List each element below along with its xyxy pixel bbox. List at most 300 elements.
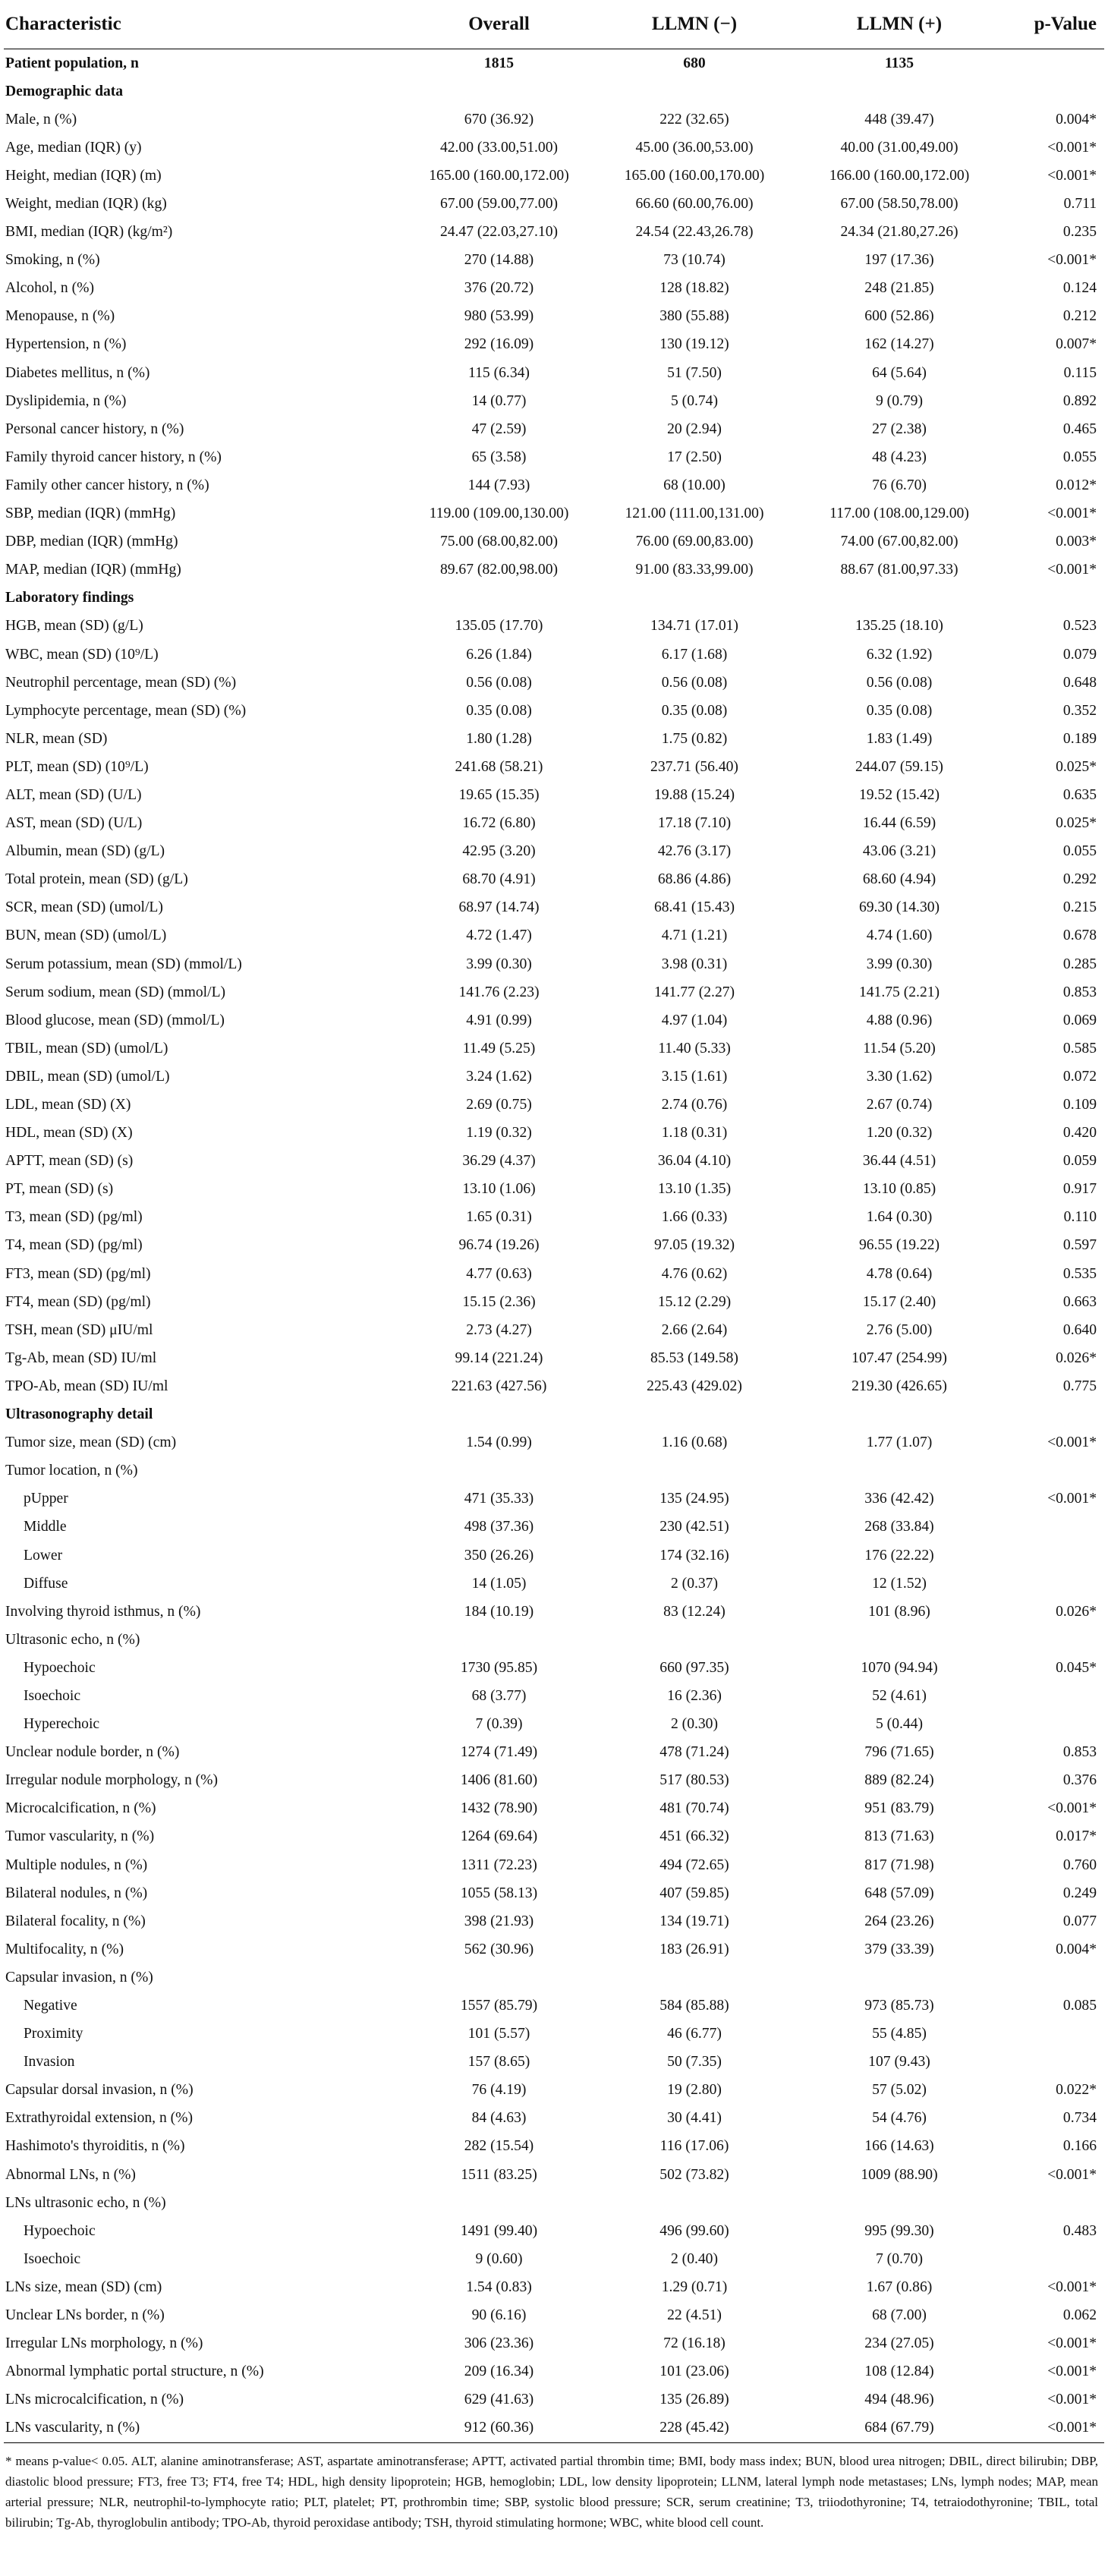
table-header bbox=[4, 0, 1104, 49]
row-label: Diffuse bbox=[24, 1575, 68, 1592]
cell-llmn-positive: 494 (48.96) bbox=[864, 2392, 934, 2408]
cell-overall bbox=[406, 2189, 592, 2217]
cell-llmn-positive: 1009 (88.90) bbox=[861, 2166, 938, 2183]
cell-llmn-positive: 162 (14.27) bbox=[864, 336, 934, 353]
row-label: Age, median (IQR) (y) bbox=[5, 139, 142, 156]
cell-llmn-negative: 45.00 (36.00,53.00) bbox=[635, 139, 754, 156]
table-row bbox=[4, 1148, 1104, 1176]
cell-p-value: 0.189 bbox=[1062, 730, 1097, 747]
cell-llmn-positive bbox=[797, 2189, 1002, 2217]
cell-p-value: 0.025* bbox=[1056, 815, 1097, 832]
row-label: T3, mean (SD) (pg/ml) bbox=[5, 1209, 143, 1226]
cell-p-value bbox=[1002, 1570, 1104, 1598]
table-row bbox=[4, 866, 1104, 894]
cell-llmn-positive: 7 (0.70) bbox=[875, 2250, 924, 2267]
row-label: AST, mean (SD) (U/L) bbox=[5, 815, 143, 832]
cell-llmn-positive: 166 (14.63) bbox=[864, 2138, 934, 2155]
table-row bbox=[4, 331, 1104, 359]
cell-overall: 1.65 (0.31) bbox=[466, 1209, 532, 1226]
section-heading: Laboratory findings bbox=[5, 590, 134, 606]
cell-p-value: 0.079 bbox=[1062, 646, 1097, 663]
cell-p-value: <0.001* bbox=[1047, 1434, 1097, 1451]
row-label: TBIL, mean (SD) (umol/L) bbox=[5, 1040, 168, 1057]
cell-llmn-positive: 12 (1.52) bbox=[872, 1575, 927, 1592]
cell-overall: 3.99 (0.30) bbox=[466, 956, 532, 972]
table-row bbox=[4, 1429, 1104, 1457]
table-row bbox=[4, 2161, 1104, 2189]
cell-p-value: <0.001* bbox=[1047, 1800, 1097, 1817]
cell-llmn-negative: 19 (2.80) bbox=[667, 2082, 722, 2099]
cell-llmn-positive bbox=[797, 1626, 1002, 1654]
row-label: Serum sodium, mean (SD) (mmol/L) bbox=[5, 984, 226, 1000]
table-row bbox=[4, 2217, 1104, 2245]
cell-overall: 68.70 (4.91) bbox=[462, 871, 536, 888]
cell-p-value: 0.212 bbox=[1062, 308, 1097, 325]
cell-llmn-positive: 69.30 (14.30) bbox=[858, 899, 940, 916]
cell-llmn-negative: 141.77 (2.27) bbox=[653, 984, 735, 1000]
cell-overall: 4.91 (0.99) bbox=[466, 1012, 532, 1028]
cell-p-value: 0.523 bbox=[1062, 618, 1097, 635]
characteristics-table bbox=[4, 0, 1104, 2443]
row-label: Height, median (IQR) (m) bbox=[5, 167, 162, 184]
cell-llmn-negative: 174 (32.16) bbox=[659, 1547, 729, 1564]
cell-llmn-negative: 407 (59.85) bbox=[659, 1885, 729, 1901]
cell-p-value: 0.483 bbox=[1062, 2222, 1097, 2239]
cell-p-value bbox=[1002, 1457, 1104, 1485]
cell-p-value: <0.001* bbox=[1047, 252, 1097, 269]
cell-llmn-positive: 248 (21.85) bbox=[864, 280, 934, 297]
cell-p-value: 0.124 bbox=[1062, 280, 1097, 297]
cell-llmn-negative: 17 (2.50) bbox=[667, 449, 722, 465]
table-row bbox=[4, 838, 1104, 866]
cell-p-value bbox=[1002, 2020, 1104, 2049]
cell-llmn-negative: 97.05 (19.32) bbox=[653, 1237, 735, 1254]
cell-p-value bbox=[1002, 1513, 1104, 1542]
cell-p-value: 0.917 bbox=[1062, 1181, 1097, 1198]
cell-overall bbox=[406, 1457, 592, 1485]
row-label: Bilateral focality, n (%) bbox=[5, 1913, 146, 1929]
section-heading: Ultrasonography detail bbox=[5, 1406, 153, 1423]
table-row bbox=[4, 1204, 1104, 1232]
cell-llmn-positive: 101 (8.96) bbox=[868, 1603, 930, 1620]
cell-overall: 157 (8.65) bbox=[467, 2054, 530, 2071]
table-row bbox=[4, 1316, 1104, 1344]
cell-llmn-negative: 494 (72.65) bbox=[659, 1856, 729, 1873]
cell-llmn-negative: 2 (0.37) bbox=[670, 1575, 719, 1592]
cell-llmn-negative: 6.17 (1.68) bbox=[661, 646, 728, 663]
row-label: Tg-Ab, mean (SD) IU/ml bbox=[5, 1349, 157, 1366]
cell-llmn-negative: 478 (71.24) bbox=[659, 1744, 729, 1761]
cell-llmn-negative: 4.97 (1.04) bbox=[661, 1012, 728, 1028]
cell-llmn-negative: 135 (24.95) bbox=[659, 1491, 729, 1507]
cell-overall: 144 (7.93) bbox=[467, 477, 530, 493]
cell-overall: 1311 (72.23) bbox=[461, 1856, 537, 1873]
cell-overall: 2.73 (4.27) bbox=[466, 1321, 532, 1338]
cell-llmn-negative: 24.54 (22.43,26.78) bbox=[635, 224, 754, 241]
cell-overall: 14 (1.05) bbox=[471, 1575, 527, 1592]
table-row bbox=[4, 105, 1104, 134]
cell-llmn-positive: 3.99 (0.30) bbox=[866, 956, 933, 972]
table-row bbox=[4, 2414, 1104, 2443]
table-row bbox=[4, 2105, 1104, 2133]
cell-llmn-positive: 995 (99.30) bbox=[864, 2222, 934, 2239]
cell-p-value: 0.012* bbox=[1056, 477, 1097, 493]
row-label: Isoechoic bbox=[24, 2250, 81, 2267]
cell-llmn-negative: 121.00 (111.00,131.00) bbox=[625, 505, 764, 522]
row-label: Bilateral nodules, n (%) bbox=[5, 1885, 148, 1901]
row-label: APTT, mean (SD) (s) bbox=[5, 1153, 134, 1170]
row-label: Lower bbox=[24, 1547, 63, 1564]
row-label: Unclear LNs border, n (%) bbox=[5, 2307, 165, 2324]
row-label: Middle bbox=[24, 1519, 67, 1535]
cell-llmn-positive: 176 (22.22) bbox=[864, 1547, 934, 1564]
cell-llmn-positive: 19.52 (15.42) bbox=[858, 786, 940, 803]
table-row bbox=[4, 1288, 1104, 1316]
cell-llmn-positive: 117.00 (108.00,129.00) bbox=[829, 505, 969, 522]
cell-overall: 350 (26.26) bbox=[464, 1547, 534, 1564]
row-label: PT, mean (SD) (s) bbox=[5, 1181, 114, 1198]
table-row bbox=[4, 1711, 1104, 1739]
row-label: LNs size, mean (SD) (cm) bbox=[5, 2278, 162, 2295]
table-row bbox=[4, 162, 1104, 190]
row-label: Male, n (%) bbox=[5, 111, 77, 128]
cell-p-value: 0.420 bbox=[1062, 1125, 1097, 1142]
table-footnote: * means p-value< 0.05. ALT, alanine aminotransferase; AST, aspartate aminotransferase; APTT, activated partial thrombin time; BMI, body mass index; BUN, blood urea nitrogen; DBIL, direct bilirubin; DBP, diastolic blood pressure; FT3, free T3; FT4, free T4; HDL, high density lipoprotein; HGB, hemoglobin; LDL, low density lipoprotein; LLNM, lateral lymph node metastases; LNs, lymph nodes; MAP, mean arterial pressure; NLR, neutrophil-to-lymphocyte ratio; PLT, platelet; PT, prothrombin time; SBP, systolic blood pressure; SCR, serum creatinine; T3, triiodothyronine; T4, tetraiodothyronine; TBIL, total bilirubin; Tg-Ab, thyroglobulin antibody; TPO-Ab, thyroid peroxidase antibody; TSH, thyroid stimulating hormone; WBC, white blood cell count. bbox=[5, 2453, 1098, 2530]
cell-p-value: 0.648 bbox=[1062, 674, 1097, 691]
row-label: Tumor location, n (%) bbox=[5, 1463, 138, 1479]
table-row bbox=[4, 1654, 1104, 1682]
cell-p-value: 0.022* bbox=[1056, 2082, 1097, 2099]
row-label: HDL, mean (SD) (X) bbox=[5, 1125, 133, 1142]
cell-p-value: 0.007* bbox=[1056, 336, 1097, 353]
cell-llmn-positive: 813 (71.63) bbox=[864, 1828, 934, 1845]
cell-overall: 141.76 (2.23) bbox=[458, 984, 540, 1000]
cell-overall: 15.15 (2.36) bbox=[462, 1293, 536, 1310]
table-row bbox=[4, 1513, 1104, 1542]
population-overall: 1815 bbox=[483, 55, 515, 71]
cell-llmn-positive: 379 (33.39) bbox=[864, 1941, 934, 1957]
cell-llmn-negative: 91.00 (83.33,99.00) bbox=[635, 562, 754, 578]
cell-p-value: 0.077 bbox=[1062, 1913, 1097, 1929]
cell-overall: 115 (6.34) bbox=[468, 364, 530, 381]
row-label: Tumor vascularity, n (%) bbox=[5, 1828, 155, 1845]
table-row bbox=[4, 1767, 1104, 1795]
row-label: Personal cancer history, n (%) bbox=[5, 420, 184, 437]
cell-llmn-negative: 165.00 (160.00,170.00) bbox=[624, 167, 765, 184]
population-llmn-negative: 680 bbox=[683, 55, 706, 71]
cell-llmn-positive: 4.74 (1.60) bbox=[866, 927, 933, 944]
table-row bbox=[4, 1682, 1104, 1710]
cell-p-value bbox=[1002, 2049, 1104, 2077]
cell-llmn-negative: 134 (19.71) bbox=[659, 1913, 729, 1929]
cell-llmn-positive: 2.76 (5.00) bbox=[866, 1321, 933, 1338]
cell-llmn-positive: 951 (83.79) bbox=[864, 1800, 934, 1817]
table-row bbox=[4, 1879, 1104, 1907]
cell-p-value: 0.711 bbox=[1063, 196, 1097, 213]
cell-llmn-negative bbox=[592, 1457, 797, 1485]
cell-llmn-positive: 16.44 (6.59) bbox=[862, 815, 936, 832]
cell-p-value: 0.003* bbox=[1056, 534, 1097, 550]
cell-llmn-positive: 74.00 (67.00,82.00) bbox=[840, 534, 958, 550]
cell-llmn-positive: 1.64 (0.30) bbox=[866, 1209, 933, 1226]
row-label: BMI, median (IQR) (kg/m²) bbox=[5, 224, 173, 241]
cell-overall: 84 (4.63) bbox=[471, 2110, 527, 2127]
cell-overall: 90 (6.16) bbox=[471, 2307, 527, 2324]
cell-overall: 1.19 (0.32) bbox=[466, 1125, 532, 1142]
row-label: Weight, median (IQR) (kg) bbox=[5, 196, 167, 213]
table-row bbox=[4, 978, 1104, 1006]
cell-llmn-positive: 1.77 (1.07) bbox=[866, 1434, 933, 1451]
cell-llmn-positive: 684 (67.79) bbox=[797, 2414, 1002, 2443]
row-label: ALT, mean (SD) (U/L) bbox=[5, 786, 142, 803]
table-row bbox=[4, 1091, 1104, 1119]
cell-llmn-negative: 68 (10.00) bbox=[663, 477, 726, 493]
cell-p-value: 0.085 bbox=[1062, 1998, 1097, 2014]
cell-overall: 471 (35.33) bbox=[464, 1491, 534, 1507]
cell-overall: 0.35 (0.08) bbox=[466, 702, 532, 719]
cell-overall: 498 (37.36) bbox=[464, 1519, 534, 1535]
cell-llmn-positive: 817 (71.98) bbox=[864, 1856, 934, 1873]
cell-overall: 184 (10.19) bbox=[464, 1603, 534, 1620]
row-label: SBP, median (IQR) (mmHg) bbox=[5, 505, 176, 522]
cell-llmn-negative: 2.66 (2.64) bbox=[661, 1321, 728, 1338]
cell-p-value: 0.115 bbox=[1063, 364, 1097, 381]
table-row bbox=[4, 415, 1104, 443]
table-row bbox=[4, 1598, 1104, 1626]
cell-llmn-negative: 183 (26.91) bbox=[659, 1941, 729, 1957]
row-label: Capsular invasion, n (%) bbox=[5, 1969, 153, 1986]
cell-p-value bbox=[1002, 1963, 1104, 1992]
table-row bbox=[4, 950, 1104, 978]
cell-p-value: 0.585 bbox=[1062, 1040, 1097, 1057]
cell-overall: 24.47 (22.03,27.10) bbox=[439, 224, 559, 241]
row-label: Abnormal lymphatic portal structure, n (%) bbox=[5, 2363, 264, 2380]
cell-llmn-negative: 22 (4.51) bbox=[667, 2307, 722, 2324]
table-row bbox=[4, 1232, 1104, 1260]
cell-overall: 165.00 (160.00,172.00) bbox=[429, 167, 569, 184]
cell-llmn-positive: 1070 (94.94) bbox=[861, 1659, 938, 1676]
row-label: DBIL, mean (SD) (umol/L) bbox=[5, 1068, 170, 1085]
cell-llmn-negative: 85.53 (149.58) bbox=[650, 1349, 738, 1366]
cell-llmn-positive: 27 (2.38) bbox=[872, 420, 927, 437]
cell-p-value: 0.055 bbox=[1062, 449, 1097, 465]
cell-overall: 89.67 (82.00,98.00) bbox=[439, 562, 559, 578]
cell-overall: 7 (0.39) bbox=[475, 1716, 523, 1733]
cell-p-value: 0.004* bbox=[1056, 1941, 1097, 1957]
cell-p-value: 0.597 bbox=[1062, 1237, 1097, 1254]
cell-llmn-positive: 244.07 (59.15) bbox=[855, 758, 943, 775]
table-row bbox=[4, 810, 1104, 838]
cell-llmn-positive: 68 (7.00) bbox=[872, 2307, 927, 2324]
cell-overall: 670 (36.92) bbox=[464, 111, 534, 128]
row-label: TPO-Ab, mean (SD) IU/ml bbox=[5, 1378, 168, 1394]
cell-llmn-positive: 197 (17.36) bbox=[864, 252, 934, 269]
cell-llmn-negative: 1.66 (0.33) bbox=[661, 1209, 728, 1226]
cell-llmn-negative: 15.12 (2.29) bbox=[657, 1293, 732, 1310]
table-row bbox=[4, 275, 1104, 303]
cell-llmn-positive: 68.60 (4.94) bbox=[862, 871, 936, 888]
cell-overall: 0.56 (0.08) bbox=[466, 674, 532, 691]
table-row bbox=[4, 2077, 1104, 2105]
cell-p-value: 0.535 bbox=[1062, 1265, 1097, 1282]
cell-llmn-negative: 228 (45.42) bbox=[592, 2414, 797, 2443]
row-label: pUpper bbox=[24, 1491, 68, 1507]
cell-llmn-positive: 5 (0.44) bbox=[875, 1716, 924, 1733]
cell-overall: 47 (2.59) bbox=[471, 420, 527, 437]
cell-llmn-negative: 237.71 (56.40) bbox=[650, 758, 738, 775]
cell-llmn-negative: 2.74 (0.76) bbox=[661, 1097, 728, 1113]
cell-llmn-negative: 11.40 (5.33) bbox=[658, 1040, 731, 1057]
row-label: Isoechoic bbox=[24, 1687, 81, 1704]
table-row bbox=[4, 471, 1104, 499]
cell-p-value: 0.017* bbox=[1056, 1828, 1097, 1845]
cell-llmn-negative: 4.76 (0.62) bbox=[661, 1265, 728, 1282]
cell-llmn-positive bbox=[797, 1457, 1002, 1485]
cell-overall: 1406 (81.60) bbox=[460, 1772, 538, 1789]
cell-p-value: 0.215 bbox=[1062, 899, 1097, 916]
cell-llmn-negative: 73 (10.74) bbox=[663, 252, 726, 269]
cell-llmn-positive: 88.67 (81.00,97.33) bbox=[840, 562, 958, 578]
cell-llmn-positive: 6.32 (1.92) bbox=[866, 646, 933, 663]
cell-p-value: 0.004* bbox=[1056, 111, 1097, 128]
cell-p-value: 0.055 bbox=[1062, 843, 1097, 860]
cell-p-value bbox=[1002, 2189, 1104, 2217]
row-label: Neutrophil percentage, mean (SD) (%) bbox=[5, 674, 237, 691]
table-row bbox=[4, 1485, 1104, 1513]
cell-llmn-positive: 268 (33.84) bbox=[864, 1519, 934, 1535]
table-row bbox=[4, 556, 1104, 584]
table-row bbox=[4, 1542, 1104, 1570]
row-label: Family thyroid cancer history, n (%) bbox=[5, 449, 222, 465]
cell-llmn-positive: 448 (39.47) bbox=[864, 111, 934, 128]
cell-p-value: 0.072 bbox=[1062, 1068, 1097, 1085]
table-row bbox=[4, 1034, 1104, 1063]
cell-llmn-negative: 68.41 (15.43) bbox=[653, 899, 735, 916]
cell-llmn-positive bbox=[797, 1963, 1002, 1992]
cell-p-value: 0.663 bbox=[1062, 1293, 1097, 1310]
cell-llmn-positive: 336 (42.42) bbox=[864, 1491, 934, 1507]
table-row bbox=[4, 134, 1104, 162]
cell-llmn-positive: 108 (12.84) bbox=[864, 2363, 934, 2380]
row-label: Ultrasonic echo, n (%) bbox=[5, 1631, 140, 1648]
table-row bbox=[4, 219, 1104, 247]
cell-llmn-positive: 13.10 (0.85) bbox=[862, 1181, 936, 1198]
cell-overall: 1264 (69.64) bbox=[460, 1828, 538, 1845]
row-label: BUN, mean (SD) (umol/L) bbox=[5, 927, 167, 944]
row-label: Dyslipidemia, n (%) bbox=[5, 392, 127, 409]
cell-llmn-positive: 96.55 (19.22) bbox=[858, 1237, 940, 1254]
cell-overall: 96.74 (19.26) bbox=[458, 1237, 540, 1254]
cell-llmn-positive: 166.00 (160.00,172.00) bbox=[829, 167, 970, 184]
table-row bbox=[4, 1907, 1104, 1935]
cell-llmn-positive: 67.00 (58.50,78.00) bbox=[840, 196, 958, 213]
table-row bbox=[4, 2020, 1104, 2049]
table-row bbox=[4, 2245, 1104, 2273]
row-label: Hypoechoic bbox=[24, 2222, 96, 2239]
cell-llmn-negative: 4.71 (1.21) bbox=[661, 927, 728, 944]
row-label: LDL, mean (SD) (X) bbox=[5, 1097, 131, 1113]
cell-overall: 6.26 (1.84) bbox=[466, 646, 532, 663]
row-label: Extrathyroidal extension, n (%) bbox=[5, 2110, 194, 2127]
cell-llmn-negative: 66.60 (60.00,76.00) bbox=[635, 196, 754, 213]
cell-llmn-negative: 1.16 (0.68) bbox=[661, 1434, 728, 1451]
cell-p-value: 0.853 bbox=[1062, 984, 1097, 1000]
header-p-value: p-Value bbox=[1002, 0, 1104, 49]
row-label: HGB, mean (SD) (g/L) bbox=[5, 618, 143, 635]
row-label: FT3, mean (SD) (pg/ml) bbox=[5, 1265, 151, 1282]
cell-llmn-negative: 46 (6.77) bbox=[667, 2026, 722, 2042]
table-row bbox=[4, 247, 1104, 275]
cell-p-value bbox=[1002, 1682, 1104, 1710]
cell-llmn-negative: 225.43 (429.02) bbox=[647, 1378, 742, 1394]
cell-p-value: 0.465 bbox=[1062, 420, 1097, 437]
cell-llmn-positive: 48 (4.23) bbox=[872, 449, 927, 465]
cell-overall: 398 (21.93) bbox=[464, 1913, 534, 1929]
cell-p-value: 0.059 bbox=[1062, 1153, 1097, 1170]
cell-overall: 42.00 (33.00,51.00) bbox=[439, 139, 559, 156]
cell-p-value bbox=[1002, 1711, 1104, 1739]
table-row bbox=[4, 2273, 1104, 2301]
cell-llmn-negative: 134.71 (17.01) bbox=[650, 618, 738, 635]
cell-llmn-negative: 42.76 (3.17) bbox=[657, 843, 732, 860]
row-label: Serum potassium, mean (SD) (mmol/L) bbox=[5, 956, 242, 972]
cell-llmn-positive: 4.78 (0.64) bbox=[866, 1265, 933, 1282]
row-label: Hashimoto's thyroiditis, n (%) bbox=[5, 2138, 185, 2155]
cell-llmn-negative: 2 (0.30) bbox=[670, 1716, 719, 1733]
cell-p-value: 0.352 bbox=[1062, 702, 1097, 719]
header-row bbox=[4, 0, 1104, 49]
row-label: Hyperechoic bbox=[24, 1716, 100, 1733]
cell-overall: 1511 (83.25) bbox=[461, 2166, 537, 2183]
cell-overall: 1055 (58.13) bbox=[460, 1885, 538, 1901]
row-label: Total protein, mean (SD) (g/L) bbox=[5, 871, 188, 888]
cell-overall: 75.00 (68.00,82.00) bbox=[439, 534, 559, 550]
cell-overall: 376 (20.72) bbox=[464, 280, 534, 297]
cell-llmn-negative: 17.18 (7.10) bbox=[657, 815, 732, 832]
table-row bbox=[4, 2302, 1104, 2330]
cell-overall: 629 (41.63) bbox=[464, 2392, 534, 2408]
cell-p-value: 0.376 bbox=[1062, 1772, 1097, 1789]
cell-overall bbox=[406, 1963, 592, 1992]
cell-llmn-positive: 219.30 (426.65) bbox=[851, 1378, 947, 1394]
cell-llmn-negative: 13.10 (1.35) bbox=[657, 1181, 732, 1198]
cell-overall: 68.97 (14.74) bbox=[458, 899, 540, 916]
cell-llmn-positive: 2.67 (0.74) bbox=[866, 1097, 933, 1113]
cell-llmn-negative: 3.98 (0.31) bbox=[661, 956, 728, 972]
cell-llmn-negative: 584 (85.88) bbox=[659, 1998, 729, 2014]
row-label: Abnormal LNs, n (%) bbox=[5, 2166, 136, 2183]
row-label: TSH, mean (SD) μIU/ml bbox=[5, 1321, 153, 1338]
cell-overall: 14 (0.77) bbox=[471, 392, 527, 409]
table-row bbox=[4, 2189, 1104, 2217]
row-label: Hypoechoic bbox=[24, 1659, 96, 1676]
cell-llmn-positive: 24.34 (21.80,27.26) bbox=[840, 224, 958, 241]
cell-llmn-negative: 116 (17.06) bbox=[659, 2138, 729, 2155]
row-label: Family other cancer history, n (%) bbox=[5, 477, 209, 493]
cell-llmn-positive: 55 (4.85) bbox=[872, 2026, 927, 2042]
cell-overall: 13.10 (1.06) bbox=[462, 1181, 536, 1198]
cell-llmn-negative: 36.04 (4.10) bbox=[657, 1153, 732, 1170]
cell-p-value: 0.109 bbox=[1062, 1097, 1097, 1113]
row-label: Involving thyroid isthmus, n (%) bbox=[5, 1603, 201, 1620]
table-row bbox=[4, 2049, 1104, 2077]
cell-llmn-negative bbox=[592, 1963, 797, 1992]
table-row bbox=[4, 190, 1104, 218]
cell-llmn-positive: 0.35 (0.08) bbox=[866, 702, 933, 719]
cell-llmn-negative: 1.18 (0.31) bbox=[661, 1125, 728, 1142]
cell-p-value: <0.001* bbox=[1002, 2414, 1104, 2443]
table-row bbox=[4, 1626, 1104, 1654]
